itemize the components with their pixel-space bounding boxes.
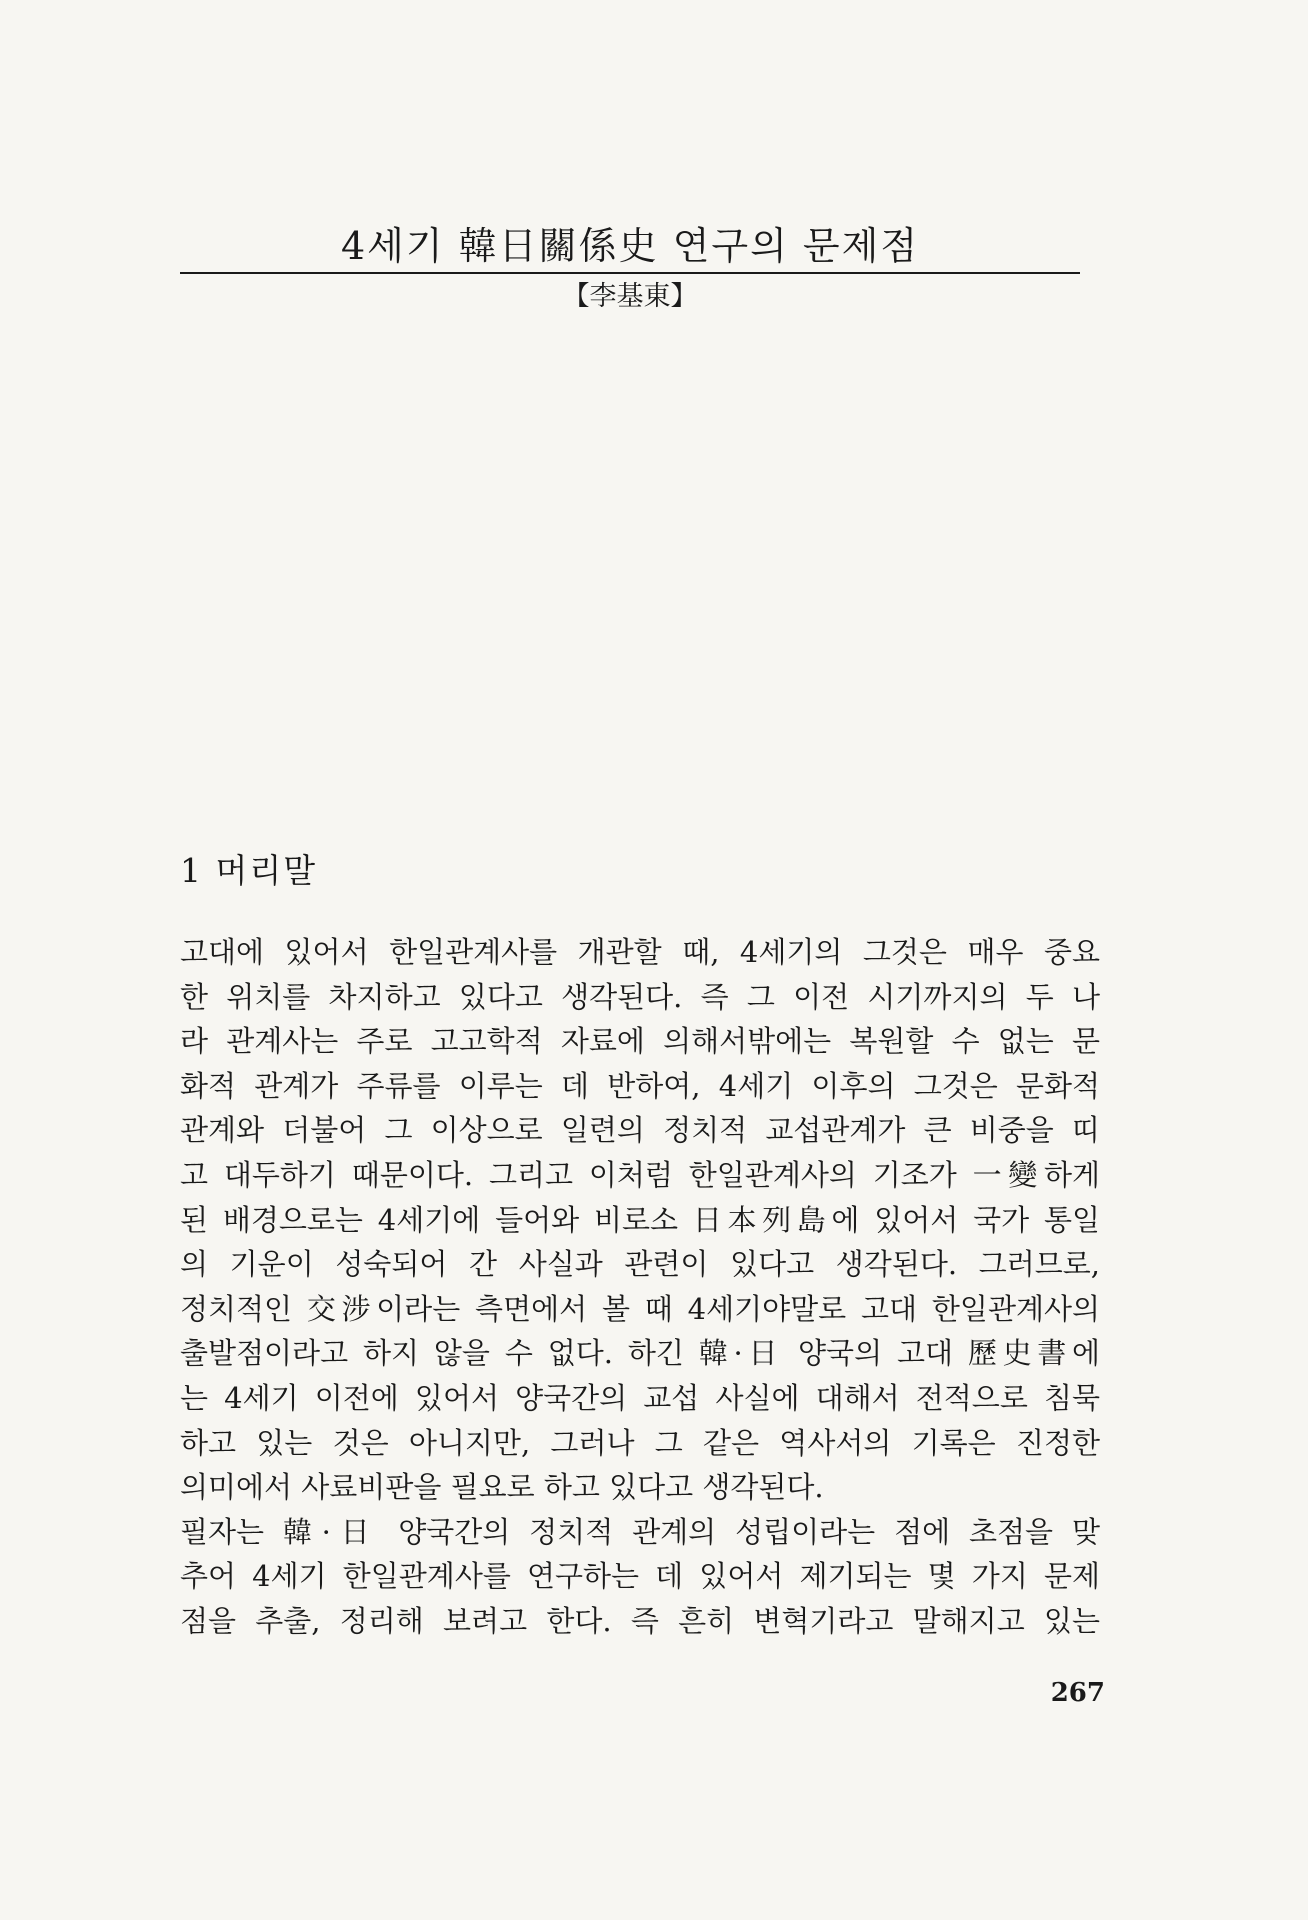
title-block [180, 222, 1080, 316]
text-line: 라 관계사는 주로 고고학적 자료에 의해서밖에는 복원할 수 없는 문 [180, 1024, 1100, 1059]
page-title: 4세기 韓日關係史 연구의 문제점 [340, 224, 920, 268]
text-line: 화적 관계가 주류를 이루는 데 반하여, 4세기 이후의 그것은 문화적 [180, 1068, 1100, 1103]
text-line: 추어 4세기 한일관계사를 연구하는 데 있어서 제기되는 몇 가지 문제 [180, 1559, 1100, 1594]
text-line: 고 대두하기 때문이다. 그리고 이처럼 한일관계사의 기조가 一變하게 [180, 1157, 1100, 1192]
paragraph-1 [180, 930, 1100, 1510]
page-number: 267 [1050, 1678, 1105, 1708]
section-heading: 1 머리말 [180, 851, 318, 890]
text-line: 점을 추출, 정리해 보려고 한다. 즉 흔히 변혁기라고 말해지고 있는 [180, 1603, 1100, 1638]
text-line: 관계와 더불어 그 이상으로 일련의 정치적 교섭관계가 큰 비중을 띠 [180, 1113, 1100, 1148]
body-text [180, 930, 1100, 1644]
text-line: 출발점이라고 하지 않을 수 없다. 하긴 韓·日 양국의 고대 歷史書에 [180, 1336, 1100, 1371]
text-line: 하고 있는 것은 아니지만, 그러나 그 같은 역사서의 기록은 진정한 [180, 1425, 1100, 1460]
title-rule [180, 272, 1080, 274]
author-name: 【李基東】 [562, 281, 698, 312]
text-line: 고대에 있어서 한일관계사를 개관할 때, 4세기의 그것은 매우 중요 [180, 935, 1100, 969]
text-line: 필자는 韓·日 양국간의 정치적 관계의 성립이라는 점에 초점을 맞 [180, 1514, 1100, 1549]
text-line: 정치적인 交涉이라는 측면에서 볼 때 4세기야말로 고대 한일관계사의 [180, 1291, 1100, 1326]
text-line: 는 4세기 이전에 있어서 양국간의 교섭 사실에 대해서 전적으로 침묵 [180, 1380, 1100, 1415]
paragraph-2 [180, 1510, 1100, 1644]
text-line: 한 위치를 차지하고 있다고 생각된다. 즉 그 이전 시기까지의 두 나 [180, 979, 1100, 1014]
text-line: 된 배경으로는 4세기에 들어와 비로소 日本列島에 있어서 국가 통일 [180, 1202, 1100, 1237]
text-line: 의미에서 사료비판을 필요로 하고 있다고 생각된다. [180, 1470, 824, 1505]
text-line: 의 기운이 성숙되어 간 사실과 관련이 있다고 생각된다. 그러므로, [180, 1247, 1100, 1282]
